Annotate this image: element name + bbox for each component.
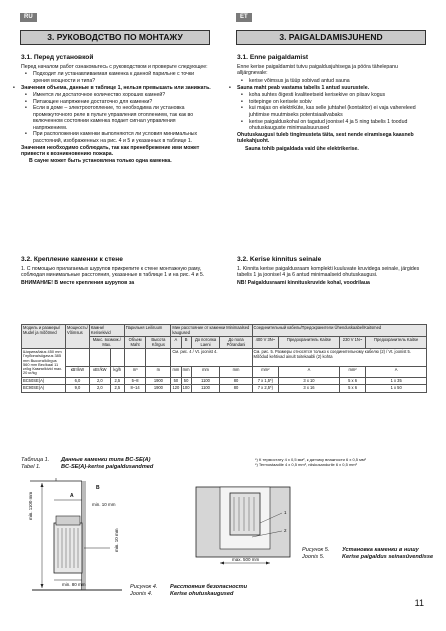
table-header-230v: 230 V 1N~ [339, 337, 365, 349]
lang-tag-et: ET [236, 13, 252, 22]
unit-cell: mm [171, 366, 181, 377]
ru-column-s32 [21, 256, 211, 287]
table-header-power: Мощность/ Võimsus [66, 325, 90, 349]
row-fuse2: 1 x 50 [366, 385, 427, 393]
row-max: 2,0 [89, 377, 110, 385]
figure-5-caption [302, 547, 433, 561]
spec-table [21, 324, 427, 393]
et-s32-step1: 1. Kinnita kerise paigaldusraam komplekti kuuluvate kruvidega seinale, järgides tabelis 1 ja joonisel 4 ja 6 antud minimaalseid ohutuskaugusi. [237, 266, 420, 279]
unit-cell: mm² [339, 366, 365, 377]
row-cable230: 5 x 6 [339, 385, 365, 393]
table-header-b: B [181, 337, 191, 349]
row-floor: 80 [220, 385, 252, 393]
table-header-ceil: До потолка Laeni [191, 337, 220, 349]
list-item: • Имеется ли достаточное количество хороших камней? [33, 92, 211, 98]
fig4-num-et: Joonis 4. [130, 590, 153, 597]
fig4-label-height: min. 1100 mm [28, 491, 33, 520]
row-cable230: 5 x 6 [339, 377, 365, 385]
table-note-fig4: См. рис. 4 / Vt. joonist 4. [171, 349, 252, 367]
row-model: BC90SE(A) [22, 385, 66, 393]
table-header-fuse1: Предохранитель Kaitse [279, 337, 340, 349]
fig5-num-et: Joonis 5. [302, 553, 325, 560]
ru-column [21, 54, 211, 166]
fig4-label-b: B [96, 485, 100, 491]
list-item: • При расположении каменки выполняются ли условия минимальных расстояний, изображенных на рис. 4 и 5 и указанных в таблице 1. [33, 131, 211, 144]
row-fuse1: 3 x 16 [279, 385, 340, 393]
lang-tag-ru: RU [20, 13, 37, 22]
unit-cell: mm [191, 366, 220, 377]
table-caption [21, 457, 153, 471]
row-volume: 8–14 [124, 385, 146, 393]
table-row [22, 377, 427, 385]
row-kgh: 2,5 [110, 377, 124, 385]
unit-cell: кВт/kW [66, 366, 90, 377]
row-power: 6,0 [66, 377, 90, 385]
row-floor: 80 [220, 377, 252, 385]
ru-s31-warning-2: В сауне может быть установлена только одна каменка. [29, 158, 172, 165]
ru-s31-warning: Значения необходимо соблюдать, так как пренебрежение ими может привести к возникновению пожара. [21, 144, 200, 158]
unit-cell: mm [220, 366, 252, 377]
row-cable400: 7 x 1,5*) [252, 377, 279, 385]
row-fuse1: 3 x 10 [279, 377, 340, 385]
table-caption-num-ru: Таблица 1. [21, 457, 50, 463]
unit-cell: mm [181, 366, 191, 377]
table-header-stones: Камни/ Kerisekivid [89, 325, 124, 337]
row-cable400: 7 x 2,5*) [252, 385, 279, 393]
table-note: *) К термостату 4 х 0,5 мм², к датчику влажности 6 х 0,5 мм² [255, 457, 366, 462]
table-header-stones-sub: Макс. возмож./ Max. [89, 337, 124, 349]
et-s31-warning-2: Sauna tohib paigaldada vaid ühe elektrikerise. [245, 145, 359, 152]
unit-cell: A [279, 366, 340, 377]
table-header-steam: Парильня Leiliruum [124, 325, 171, 337]
fig4-title-ru: Расстояния безопасности [170, 584, 248, 590]
table-notes [255, 458, 435, 468]
row-ceil: 1100 [191, 385, 220, 393]
row-volume: 5–8 [124, 377, 146, 385]
fig4-label-floor: min. 10 mm [114, 528, 119, 552]
table-caption-num-et: Tabel 1. [21, 463, 41, 470]
table-header-a: A [171, 337, 181, 349]
table-header-model: Модель и размеры/ Mudel ja mõõtmed [22, 325, 66, 349]
table-caption-et: BC-SE(A)-kerise paigaldusandmed [61, 463, 154, 470]
table-header-floor: До пола Põrandani [220, 337, 252, 349]
et-s32-note: NB! Paigaldusraami kinnituskruvide kohal, voodrilaua [237, 279, 370, 286]
list-item: • Если в доме – электроотопление, то необходима ли установка промежуточного реле в пульте управления отоплением, так как во включенном состоянии каменка подает сигнал управления напряжением. [33, 105, 211, 130]
list-item: • kerise võimsus ja tüüp sobivad antud sauna [249, 78, 427, 84]
ru-s31-intro: Перед началом работ ознакомьтесь с руководством и проверьте следующее: [21, 64, 208, 71]
et-s31-intro: Enne kerise paigaldamist tutvu paigaldusjuhisega ja pööra tähelepanu alljärgnevale: [237, 64, 398, 77]
table-header-fuse2: Предохранитель Kaitse [366, 337, 427, 349]
fig5-label-2: 2 [284, 528, 287, 533]
fig5-num-ru: Рисунок 5. [302, 547, 330, 553]
table-header-conn: Соединительный кабель/Предохранители Ühenduskaabel/Kaitsmed [252, 325, 426, 337]
figure-4-caption [130, 584, 247, 598]
table-row [22, 385, 427, 393]
fig4-label-front: min. 80 mm [62, 582, 86, 587]
row-ceil: 1100 [191, 377, 220, 385]
et-s31-warning: Ohutuskaugusi tuleb tingimusteta täita, sest nende eiramisega kaasneb tulekahjuoht. [237, 132, 414, 145]
ru-s31-list [21, 71, 211, 144]
fig5-label-1: 1 [284, 510, 287, 515]
row-height: 1900 [146, 385, 171, 393]
list-item: • Питающее напряжение достаточно для каменки? [33, 99, 211, 105]
list-item: • toitepinge on kerisele sobiv [249, 99, 427, 105]
et-column-s32 [237, 256, 427, 287]
et-column [237, 54, 427, 153]
list-item: • koha suhtes õigesti kvaliteetseid kerisekive on piisav kogus [249, 92, 427, 98]
fig4-num-ru: Рисунок 4. [130, 584, 158, 590]
fig4-title-et: Kerise ohutuskaugused [170, 590, 234, 597]
list-item: • kui majas on elektriküte, kas selle juhtahel (kontaktor) ei vaja vahereleed juhtimise muutmiseks potentsiaalivabaks [249, 105, 427, 118]
row-model: BC60SE(A) [22, 377, 66, 385]
fig4-label-side: min. 10 mm [92, 502, 116, 507]
table-header-min: Мин расстояние от каменки Minimaalsed kaugused [171, 325, 252, 337]
unit-cell: mm² [252, 366, 279, 377]
row-max: 2,0 [89, 385, 110, 393]
row-a: 120 [172, 385, 180, 391]
row-b: 50 [181, 377, 191, 385]
ru-s32-title: 3.2. Крепление каменки к стене [21, 256, 123, 263]
unit-cell: m [146, 366, 171, 377]
section-header-ru: 3. РУКОВОДСТВО ПО МОНТАЖУ [20, 30, 210, 45]
ru-s31-title: 3.1. Перед установкой [21, 54, 94, 61]
section-header-et: 3. PAIGALDAMISJUHEND [236, 30, 426, 45]
unit-cell: kg/h [110, 366, 124, 377]
table-header-height: Высота Kõrgus [146, 337, 171, 349]
table-header-400v: 400 V 3N~ [252, 337, 279, 349]
et-s31-list [237, 78, 427, 132]
table-desc: Ширина/laius 450 mm Глубина/sügavus 385 mm Высота/kõrgus 560 mm Вес/kaal 11 кг/kg Камни/kivid max. 20 кг/kg [22, 349, 66, 378]
list-item: • kerise paigalduskohal on tagatud joonisel 4 ja 5 ning tabelis 1 toodud ohutuskauguste minimaalsuurused [249, 119, 427, 132]
et-s31-title: 3.1. Enne paigaldamist [237, 54, 309, 61]
row-a: 50 [171, 377, 181, 385]
row-fuse2: 1 x 35 [366, 377, 427, 385]
fig4-label-a: A [70, 493, 74, 499]
row-power: 9,0 [66, 385, 90, 393]
ru-s32-note: ВНИМАНИЕ! В месте крепления шурупов за [21, 279, 135, 286]
table-note: *) Termostaadile 4 x 0,5 mm², niiskusandurile 6 x 0,5 mm² [255, 461, 357, 467]
list-item: • Значения объема, данные в таблице 1, нельзя превышать или занижать. [21, 85, 211, 91]
list-item: • Подходит ли устанавливаемая каменка к данной парильне с точки зрения мощности и типа? [33, 71, 211, 84]
fig5-label-width: max. 500 mm [232, 557, 260, 562]
ru-s32-step1: 1. С помощью прилагаемых шурупов прикрепите к стене монтажную раму, соблюдая минимальные расстояния, указанные в таблице 1 и на рис. 4 и 5. [21, 266, 205, 279]
fig5-title-ru: Установка каменки в нишу [342, 547, 419, 553]
fig5-title-et: Kerise paigaldus seinasüvendisse [342, 553, 434, 560]
table-caption-ru: Данные каменки типа BC-SE(A) [61, 457, 151, 463]
list-item: • Sauna maht peab vastama tabelis 1 antud suurustele. [237, 85, 427, 91]
table-note-fig5: См. рис. 5. Размеры относятся только к соединительному кабелю (2) / Vt. joonist 5. Mõõdud kehtivad ainult toitekaabli (2) kohta [252, 349, 426, 367]
row-height: 1900 [146, 377, 171, 385]
unit-cell: m³ [124, 366, 146, 377]
unit-cell: A [366, 366, 427, 377]
row-b: 100 [182, 385, 190, 391]
unit-cell: кВт/kW [89, 366, 110, 377]
et-s32-title: 3.2. Kerise kinnitus seinale [237, 256, 322, 263]
row-kgh: 2,5 [110, 385, 124, 393]
table-header-volume: Объем Maht [124, 337, 146, 349]
page-number: 11 [414, 598, 424, 608]
